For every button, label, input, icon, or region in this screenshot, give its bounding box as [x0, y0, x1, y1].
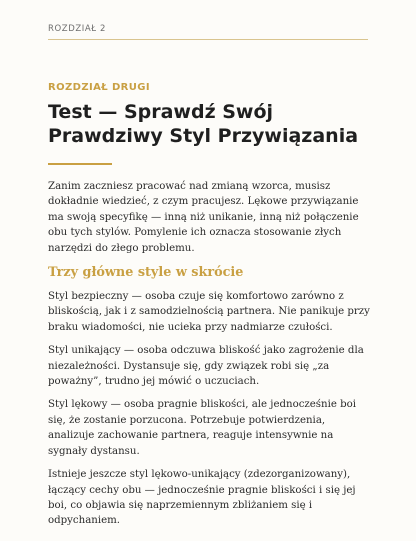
title-divider — [48, 163, 112, 165]
style-anxious-paragraph: Styl lękowy — osoba pragnie bliskości, ale jednocześnie boi się, że zostanie porzucona. Potrzebuje potwierdzenia, analizuje zachowanie partnera, reaguje intensywnie na sygnały dystansu. — [48, 399, 357, 457]
section-heading: Trzy główne style w skrócie — [48, 265, 244, 281]
intro-paragraph: Zanim zaczniesz pracować nad zmianą wzorca, musisz dokładnie wiedzieć, z czym pracujesz. Lękowe przywiązanie ma swoją specyfikę — inną niż unikanie, inną niż połączenie obu tych stylów. Pomylenie ich oznacza stosowanie złych narzędzi do złego problemu. — [48, 181, 359, 254]
chapter-label: ROZDZIAŁ DRUGI — [48, 82, 151, 93]
style-secure-paragraph: Styl bezpieczny — osoba czuje się komfortowo zarówno z bliskością, jak i z samodzielnością partnera. Nie panikuje przy braku wiadomości, nie ucieka przy nadmiarze czułości. — [48, 291, 370, 333]
style-avoidant-paragraph: Styl unikający — osoba odczuwa bliskość jako zagrożenie dla niezależności. Dystansuje się, gdy związek robi się „za poważny”, trudno jej mówić o uczuciach. — [48, 345, 364, 388]
chapter-title: Test — Sprawdź Swój Prawdziwy Styl Przywiązania — [48, 101, 359, 147]
running-head: ROZDZIAŁ 2 — [48, 24, 368, 40]
style-disorganized-paragraph: Istnieje jeszcze styl lękowo-unikający (zdezorganizowany), łączący cechy obu — jednocześnie pragnie bliskości i się jej boi, co objawia się naprzemiennym zbliżaniem się i odpychaniem. — [48, 469, 356, 527]
chapter-body — [48, 179, 370, 537]
